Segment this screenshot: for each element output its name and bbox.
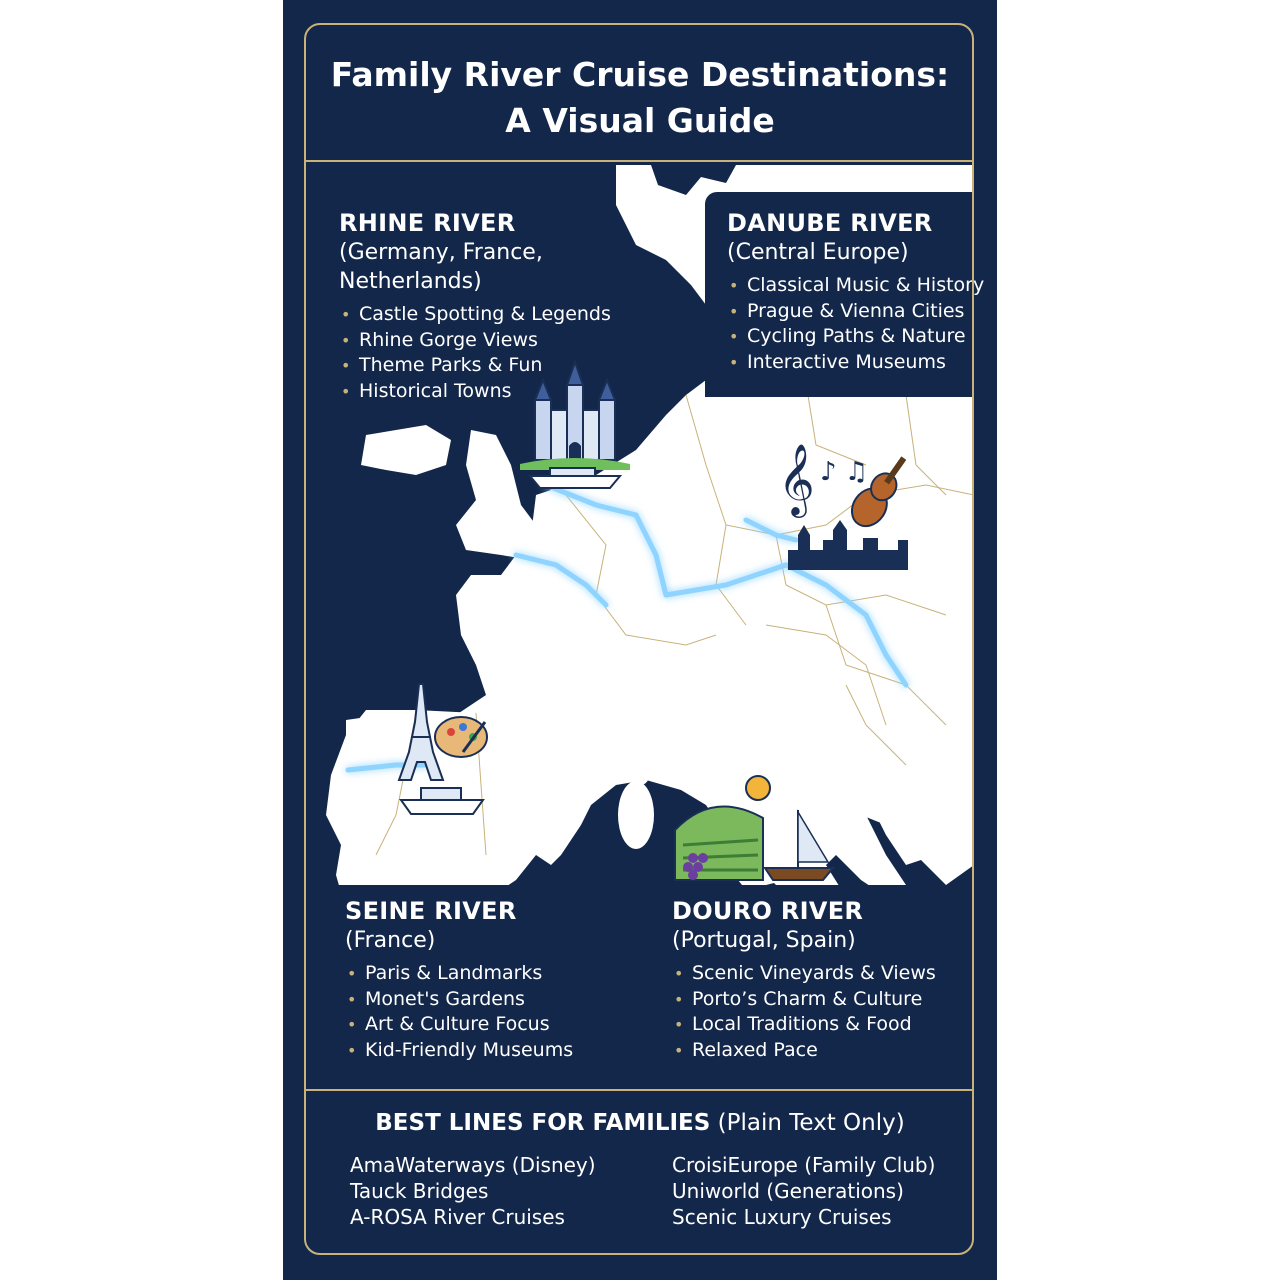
sardinia-land [618, 781, 654, 849]
vineyard-icon [673, 770, 843, 885]
cruise-line-item: CroisiEurope (Family Club) [672, 1153, 936, 1177]
highlight-list [727, 273, 984, 376]
river-name: SEINE RIVER [345, 897, 517, 925]
page-title [283, 52, 997, 144]
title-line-2: A Visual Guide [505, 101, 775, 140]
river-region-line-1: (Germany, France, [339, 240, 543, 265]
cruise-line-item: Tauck Bridges [350, 1179, 489, 1203]
highlight-item: • Prague & Vienna Cities [727, 299, 984, 325]
highlight-item: • Art & Culture Focus [345, 1012, 573, 1038]
river-name: RHINE RIVER [339, 209, 516, 237]
river-region: (France) [345, 928, 436, 953]
title-line-1: Family River Cruise Destinations: [330, 55, 950, 94]
svg-text:𝄞: 𝄞 [778, 442, 815, 515]
highlight-item: • Local Traditions & Food [672, 1012, 936, 1038]
poster [283, 0, 997, 1280]
highlight-item: • Interactive Museums [727, 350, 984, 376]
highlight-item: • Scenic Vineyards & Views [672, 961, 936, 987]
river-region-line-2: Netherlands) [339, 269, 482, 294]
river-region: (Central Europe) [727, 240, 909, 265]
best-lines-left-column [350, 1152, 596, 1230]
highlight-item: • Rhine Gorge Views [339, 328, 611, 354]
bottom-divider [306, 1089, 974, 1091]
river-region: (Portugal, Spain) [672, 928, 856, 953]
best-lines-heading [283, 1110, 997, 1136]
castle-icon [515, 360, 635, 495]
highlight-item: • Theme Parks & Fun [339, 353, 611, 379]
highlight-item: • Paris & Landmarks [345, 961, 573, 987]
seine-card [345, 896, 573, 1064]
highlight-item: • Cycling Paths & Nature [727, 324, 984, 350]
best-lines-right-column [672, 1152, 935, 1230]
douro-card [672, 896, 936, 1064]
highlight-item: • Porto’s Charm & Culture [672, 987, 936, 1013]
highlight-item: • Relaxed Pace [672, 1038, 936, 1064]
best-lines-heading-note: (Plain Text Only) [717, 1110, 905, 1136]
best-lines-heading-bold: BEST LINES FOR FAMILIES [375, 1110, 711, 1136]
cruise-line-item: Scenic Luxury Cruises [672, 1205, 892, 1229]
svg-text:♪ ♫: ♪ ♫ [820, 457, 869, 487]
highlight-list [672, 961, 936, 1064]
cruise-line-item: Uniworld (Generations) [672, 1179, 904, 1203]
cruise-line-item: A-ROSA River Cruises [350, 1205, 565, 1229]
river-name: DOURO RIVER [672, 897, 864, 925]
highlight-item: • Classical Music & History [727, 273, 984, 299]
eiffel-tower-icon [393, 682, 493, 827]
highlight-list [345, 961, 573, 1064]
highlight-item: • Castle Spotting & Legends [339, 302, 611, 328]
highlight-item: • Historical Towns [339, 379, 611, 405]
highlight-item: • Monet's Gardens [345, 987, 573, 1013]
corsica-land [630, 745, 652, 785]
ireland-land [361, 425, 451, 475]
highlight-item: • Kid-Friendly Museums [345, 1038, 573, 1064]
cruise-line-item: AmaWaterways (Disney) [350, 1153, 596, 1177]
music-violin-icon [778, 440, 918, 575]
title-divider [306, 160, 974, 162]
danube-card [727, 208, 984, 376]
river-name: DANUBE RIVER [727, 209, 933, 237]
